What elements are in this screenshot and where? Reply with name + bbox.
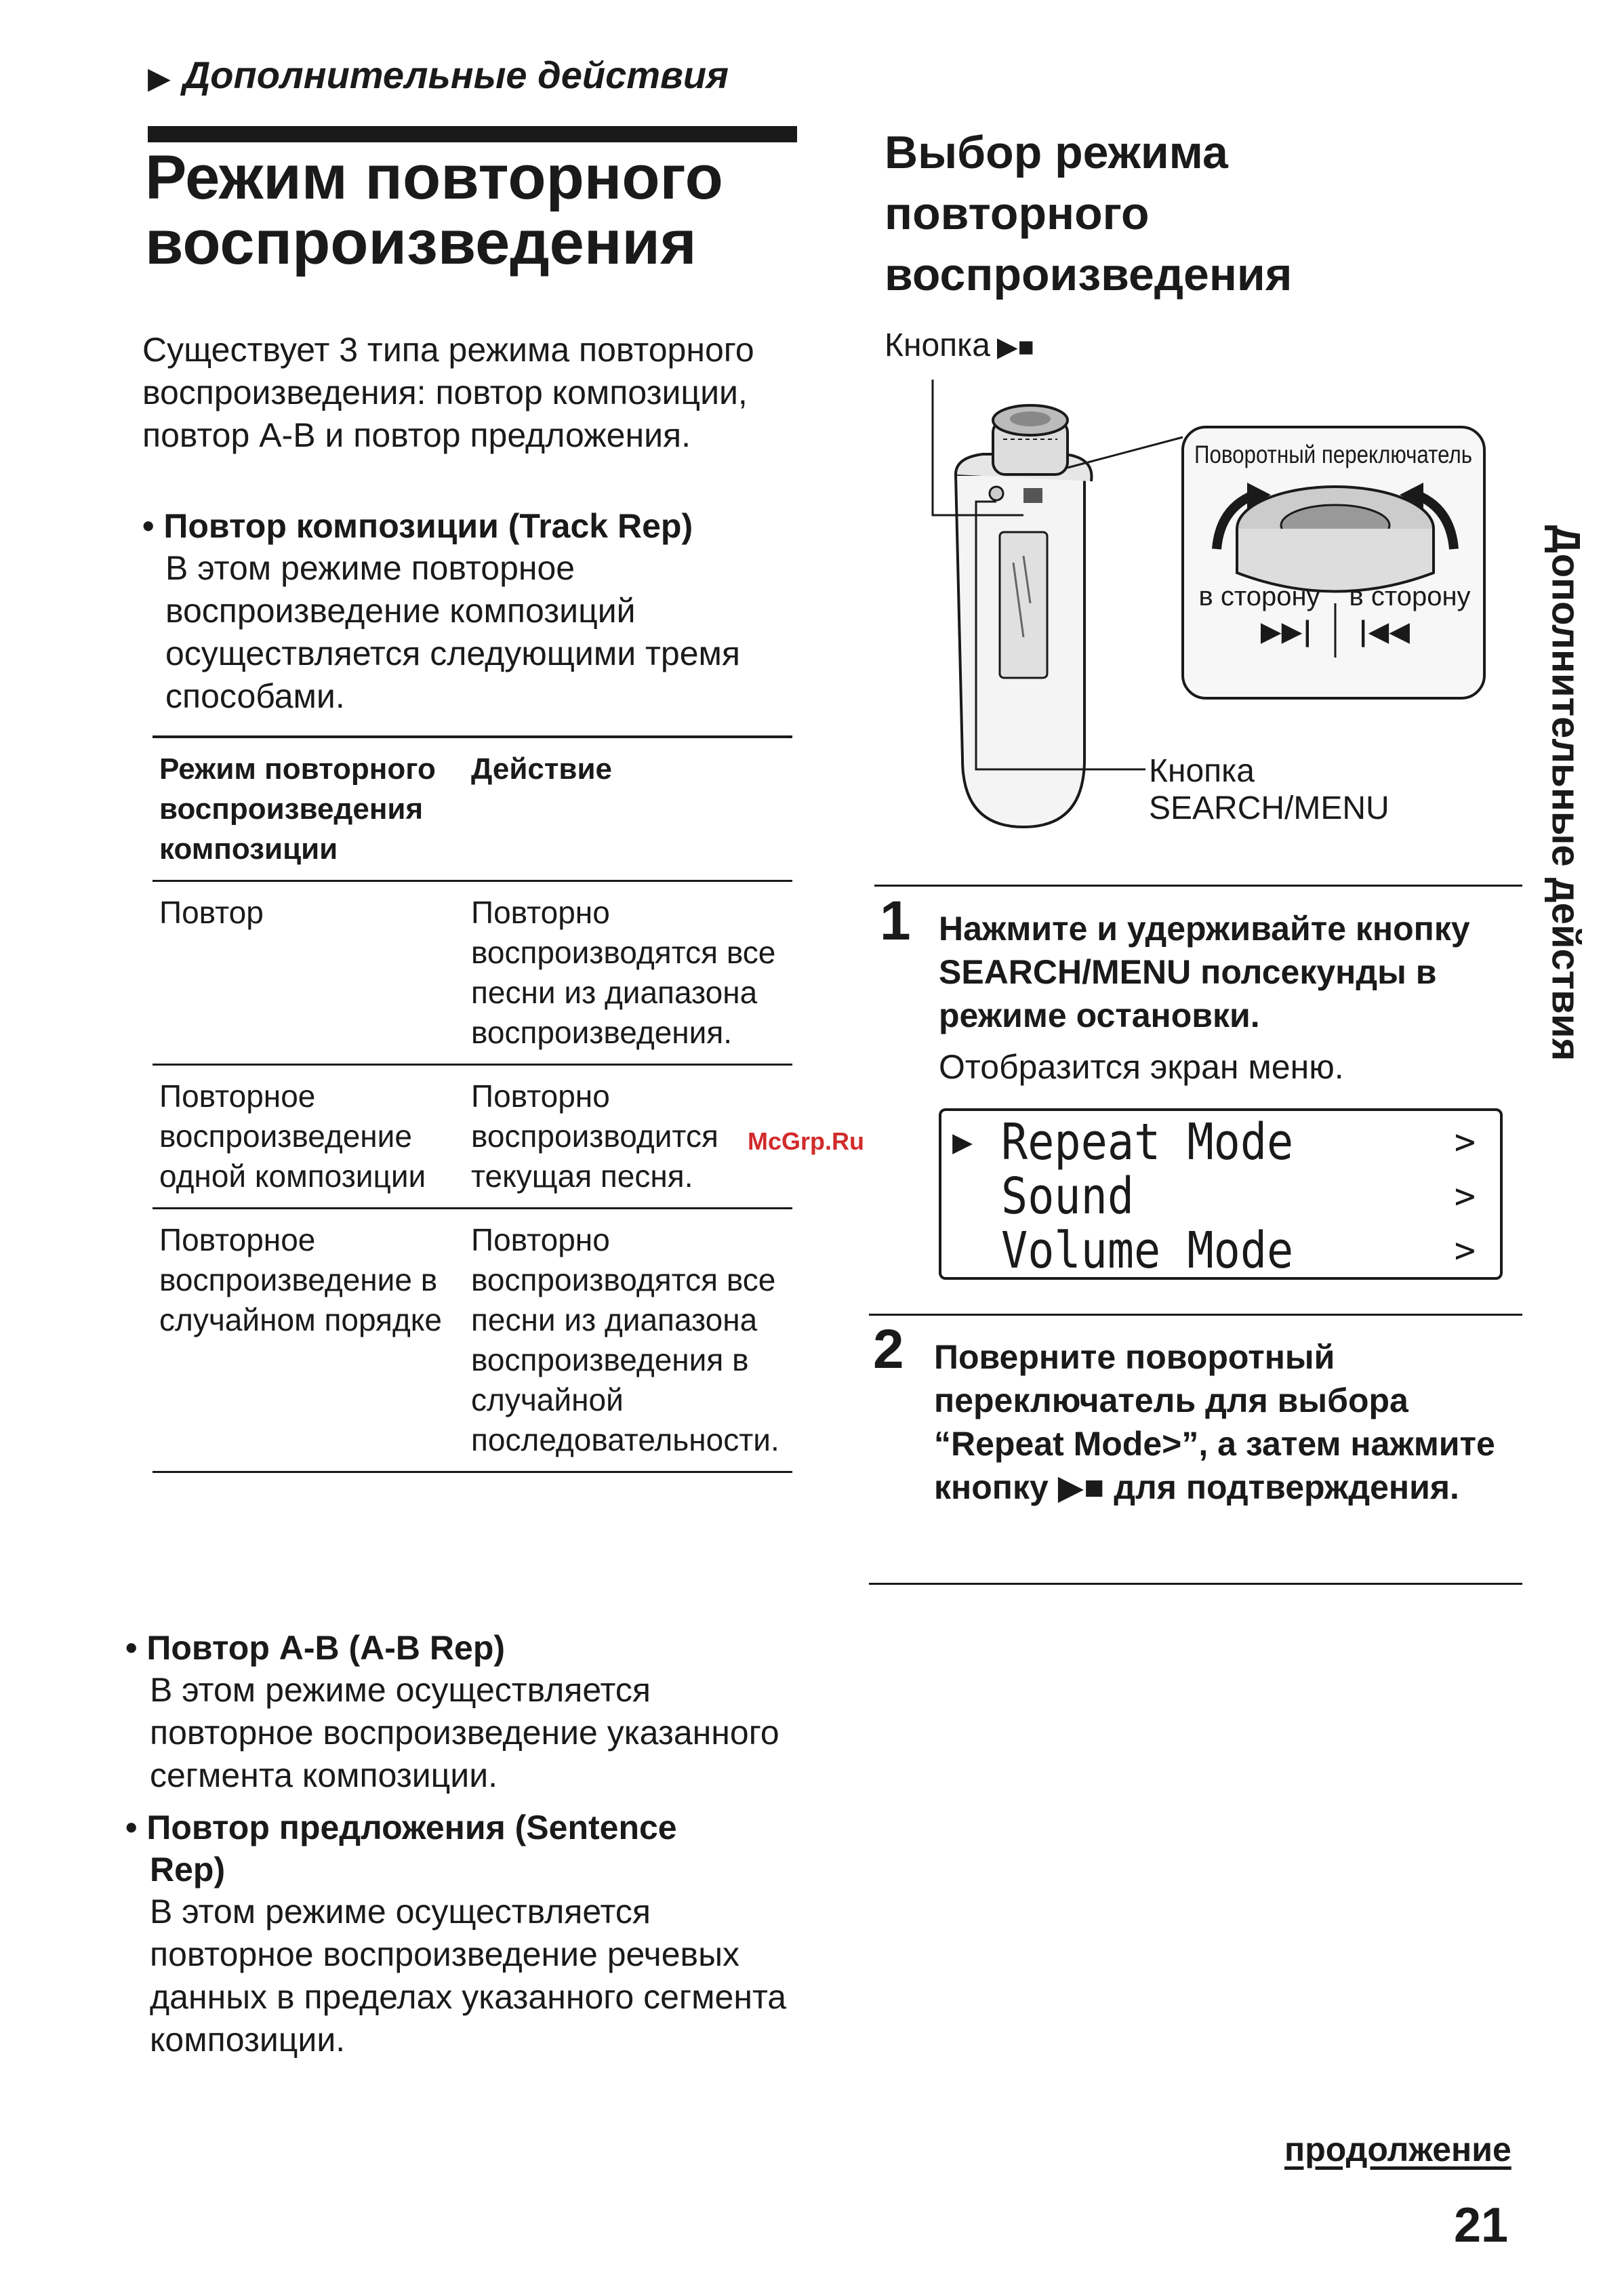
table-cell-mode: Повторное воспроизведение одной композиции bbox=[159, 1078, 426, 1194]
table-cell-action: Повторно воспроизводится текущая песня. bbox=[471, 1078, 718, 1194]
step-2-number: 2 bbox=[873, 1318, 904, 1380]
page-number: 21 bbox=[1454, 2198, 1509, 2252]
search-menu-label bbox=[1149, 752, 1389, 827]
bullet-description: В этом режиме осуществляется повторное воспроизведение указанного сегмента композиции. bbox=[150, 1671, 779, 1794]
prev-track-icon: |◀◀ bbox=[1358, 616, 1410, 647]
table-header-mode: Режим повторного воспроизведения композиции bbox=[159, 752, 436, 866]
search-menu-label-line1: Кнопка bbox=[1149, 753, 1255, 789]
table-cell-mode: Повтор bbox=[159, 895, 264, 930]
section-heading-line3: воспроизведения bbox=[885, 249, 1293, 300]
play-button-label-text: Кнопка bbox=[885, 327, 990, 363]
table-header-action: Действие bbox=[471, 752, 612, 786]
direction-prev-label: в сторону bbox=[1349, 582, 1471, 611]
play-button bbox=[1023, 488, 1042, 503]
step-divider bbox=[869, 1583, 1522, 1585]
search-menu-button bbox=[990, 487, 1003, 500]
step-1-number: 1 bbox=[880, 890, 911, 952]
section-label bbox=[148, 53, 729, 97]
lcd-menu-item bbox=[941, 1221, 1500, 1280]
bullet-description: В этом режиме повторное воспроизведение композиций осуществляется следующими тремя способами. bbox=[165, 549, 740, 715]
bullet-title-continuation: Rep) bbox=[150, 1851, 226, 1888]
bullet-ab-rep bbox=[125, 1627, 790, 1797]
play-stop-icon: ▶■ bbox=[1057, 1468, 1105, 1506]
lcd-menu-item bbox=[941, 1169, 1500, 1224]
bullet-title: • Повтор предложения (Sentence bbox=[125, 1809, 677, 1846]
lcd-menu-item-label: Sound bbox=[1001, 1167, 1135, 1226]
step-2-text-after: для подтверждения. bbox=[1114, 1468, 1459, 1506]
bullet-title: • Повтор композиции (Track Rep) bbox=[142, 507, 693, 545]
step-2-instruction bbox=[934, 1335, 1530, 1509]
table-row bbox=[153, 1065, 792, 1209]
title-bar-divider bbox=[148, 126, 797, 142]
lcd-cursor-icon: ▶ bbox=[952, 1122, 973, 1161]
repeat-mode-table bbox=[153, 735, 792, 1473]
section-heading bbox=[885, 122, 1400, 305]
lcd-menu-item-label: Repeat Mode bbox=[1001, 1113, 1294, 1171]
bullet-title: • Повтор A-B (A-B Rep) bbox=[125, 1629, 506, 1667]
bullet-description: В этом режиме осуществляется повторное воспроизведение речевых данных в пределах указанного сегмента композиции. bbox=[150, 1893, 787, 2059]
watermark: McGrp.Ru bbox=[748, 1127, 865, 1155]
search-menu-label-line2: SEARCH/MENU bbox=[1149, 790, 1389, 826]
bullet-track-rep bbox=[142, 505, 807, 718]
step-1-instruction: Нажмите и удерживайте кнопку SEARCH/MENU полсекунды в режиме остановки. bbox=[939, 910, 1470, 1034]
step-divider bbox=[874, 885, 1522, 887]
player-display bbox=[1000, 532, 1047, 678]
bullet-title-text: Повтор предложения (Sentence bbox=[146, 1809, 677, 1846]
rotary-knob-center bbox=[1010, 411, 1051, 426]
table-cell-action: Повторно воспроизводятся все песни из диапазона воспроизведения в случайной последовательности. bbox=[471, 1222, 779, 1457]
direction-next-label: в сторону bbox=[1198, 582, 1320, 611]
section-marker-icon: ▶ bbox=[148, 62, 171, 95]
lcd-menu-item bbox=[941, 1115, 1500, 1169]
lcd-submenu-arrow-icon: > bbox=[1454, 1122, 1476, 1163]
section-label-text: Дополнительные действия bbox=[182, 54, 729, 96]
section-heading-line2: повторного bbox=[885, 188, 1150, 239]
next-track-icon: ▶▶| bbox=[1260, 616, 1313, 647]
lcd-menu-screen bbox=[939, 1108, 1503, 1280]
play-stop-icon: ▶■ bbox=[996, 332, 1034, 362]
table-header-row bbox=[153, 737, 792, 881]
table-cell-mode: Повторное воспроизведение в случайном порядке bbox=[159, 1222, 443, 1337]
bullet-title-text: Повтор A-B (A-B Rep) bbox=[146, 1629, 506, 1667]
table-cell-action: Повторно воспроизводятся все песни из диапазона воспроизведения. bbox=[471, 895, 776, 1050]
table-row bbox=[153, 881, 792, 1065]
table-row bbox=[153, 1209, 792, 1472]
rotary-label: Поворотный переключатель bbox=[1194, 441, 1472, 468]
side-tab-label: Дополнительные действия bbox=[1543, 525, 1588, 1062]
lcd-submenu-arrow-icon: > bbox=[1454, 1176, 1476, 1217]
play-button-label bbox=[885, 327, 1034, 364]
intro-paragraph: Существует 3 типа режима повторного воспроизведения: повтор композиции, повтор A-B и повтор предложения. bbox=[142, 331, 754, 454]
step-divider bbox=[869, 1314, 1522, 1316]
rotary-callout-line bbox=[1068, 437, 1183, 468]
lcd-menu-item-label: Volume Mode bbox=[1001, 1221, 1294, 1280]
step-2-text-before: Поверните поворотный переключатель для выбора “Repeat Mode>”, а затем нажмите кнопку bbox=[934, 1338, 1495, 1506]
bullet-title-text: Повтор композиции (Track Rep) bbox=[163, 507, 693, 545]
step-1-result: Отобразится экран меню. bbox=[939, 1048, 1344, 1086]
lcd-submenu-arrow-icon: > bbox=[1454, 1230, 1476, 1271]
page-title-line1: Режим повторного bbox=[145, 143, 723, 212]
page-title bbox=[145, 145, 809, 275]
bullet-sentence-rep bbox=[125, 1806, 790, 2061]
section-heading-line1: Выбор режима bbox=[885, 127, 1228, 178]
page-title-line2: воспроизведения bbox=[145, 208, 697, 277]
side-tab bbox=[1528, 515, 1603, 1071]
continue-label: продолжение bbox=[1284, 2130, 1511, 2168]
